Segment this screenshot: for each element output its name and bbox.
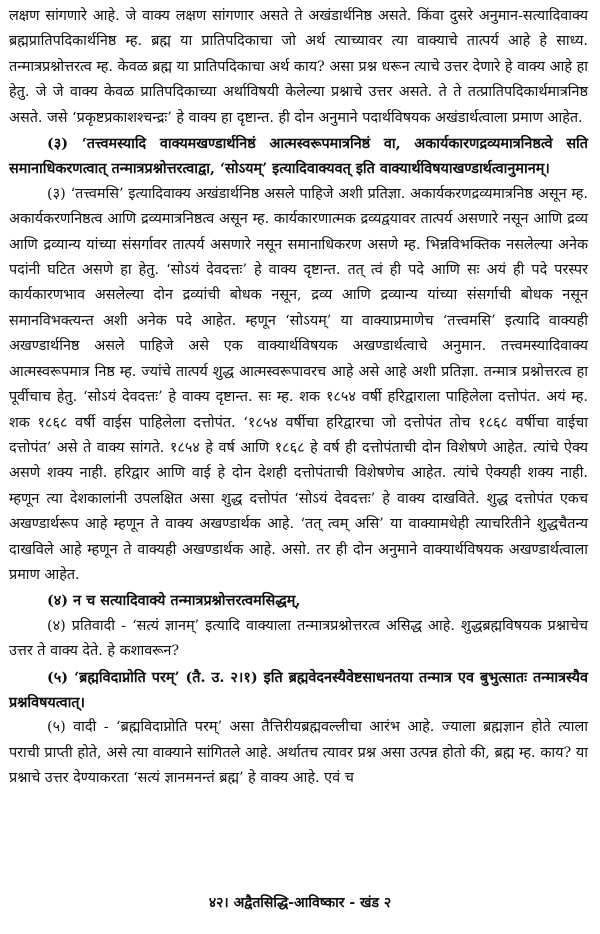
sanskrit-verse-5: (५) ‘ब्रह्मविदाप्नोति परम्’ (तै. उ. २।१) इति ब्रह्मवेदनस्यैवेष्टसाधनतया तन्मात्र एव बुभुत्सातः तन्मात्रस्यैव प्रश्नविषयत्वात्। xyxy=(9,668,588,711)
commentary-5: (५) वादी - ‘ब्रह्मविदाप्नोति परम्’ असा तैत्तिरीयब्रह्मवल्लीचा आरंभ आहे. ज्याला ब्रह्मज्ञान होते त्याला पराची प्राप्ती होते, असे त्या वाक्याने सांगितले आहे. अर्थातच त्यावर प्रश्न असा उत्पन्न होतो की, ब्रह्म म्ह. काय? या प्रश्नाचे उत्तर देण्याकरता ‘सत्यं ज्ञानमनन्तं ब्रह्म’ हे वाक्य आहे. एवं च xyxy=(9,719,588,787)
sanskrit-verse-4: (४) न च सत्यादिवाक्ये तन्मात्रप्रश्नोत्तरत्वमसिद्धम्, xyxy=(47,592,301,610)
commentary-4: (४) प्रतिवादी - ‘सत्यं ज्ञानम्’ इत्यादि वाक्याला तन्मात्रप्रश्नोत्तरत्व असिद्ध आहे. शुद्धब्रह्मविषयक प्रश्नाचेच उत्तर ते वाक्य देते. हे कशावरून? xyxy=(9,617,588,660)
paragraph-continuation: लक्षण सांगणारे आहे. जे वाक्य लक्षण सांगणार असते ते अखंडार्थनिष्ठ असते. किंवा दुसरे अनुमान-सत्यादिवाक्य ब्रह्मप्रातिपदिकार्थनिष्ठ म्ह. ब्रह्म या प्रातिपदिकाचा जो अर्थ त्याच्यावर त्या वाक्याचे तात्पर्य आहे हे साध्य. तन्मात्रप्रश्नोत्तरत्व म्ह. केवळ ब्रह्म या प्रातिपदिकाचा अर्थ काय? असा प्रश्न धरून त्याचे उत्तर देणारे हे वाक्य आहे हा हेतु. जे जे वाक्य केवळ प्रातिपदिकाच्या अर्थाविषयी केलेल्या प्रश्नाचे उत्तर असते. ते ते तत्प्रातिपदिकार्थमात्रनिष्ठ असते. जसे ‘प्रकृष्टप्रकाशश्चन्द्रः’ हे वाक्य हा दृष्टान्त. ही दोन अनुमाने पदार्थविषयक अखंडार्थत्वाला प्रमाण आहेत. xyxy=(9,8,588,126)
page-footer: ४२। अद्वैतसिद्धि-आविष्कार - खंड २ xyxy=(208,895,392,911)
sanskrit-verse-3: (३) ‘तत्त्वमस्यादि वाक्यमखण्डार्थनिष्ठं आत्मस्वरूपमात्रनिष्ठं वा, अकार्यकारणद्रव्यमात्रनिष्ठत्वे सति समानाधिकरणत्वात् तन्मात्रप्रश्नोत्तरत्वाद्वा, ‘सोऽयम्’ इत्यादिवाक्यवत् इति वाक्यार्थविषयाखण्डार्थत्वानुमानम्। xyxy=(9,135,588,178)
commentary-3: (३) ‘तत्त्वमसि’ इत्यादिवाक्य अखंडार्थनिष्ठ असले पाहिजे अशी प्रतिज्ञा. अकार्यकरणद्रव्यमात्रनिष्ठ असून म्ह. अकार्यकरणनिष्ठत्व आणि द्रव्यमात्रनिष्ठत्व असून म्ह. कार्यकारणात्मक द्रव्यद्वयावर तात्पर्य असणारे नसून आणि द्रव्य आणि द्रव्यान्य यांच्या संसर्गावर तात्पर्य असणारे नसून समानाधिकरण असणे म्ह. भिन्नविभक्तिक नसलेल्या अनेक पदांनी घटित असणे हा हेतु. ‘सोऽयं देवदत्तः’ हे वाक्य दृष्टान्त. तत् त्वं ही पदे आणि सः अयं ही पदे परस्पर कार्यकारणभाव असलेल्या दोन द्रव्यांची बोधक नसून, द्रव्य आणि द्रव्यान्य यांच्या संसर्गाची बोधक नसून समानविभक्त्यन्त अशी अनेक पदे आहेत. म्हणून ‘सोऽयम्’ या वाक्याप्रमाणेच ‘तत्त्वमसि’ इत्यादि वाक्यही अखण्डार्थनिष्ठ असले पाहिजे असे एक वाक्यार्थविषयक अखण्डार्थत्वाचे अनुमान. तत्त्वमस्यादिवाक्य आत्मस्वरूपमात्र निष्ठ म्ह. ज्यांचे तात्पर्य शुद्ध आत्मस्वरूपावरच आहे असे आहे अशी प्रतिज्ञा. तन्मात्र प्रश्नोत्तरत्व हा पूर्वीचाच हेतु. ‘सोऽयं देवदत्तः’ हे वाक्य दृष्टान्त. सः म्ह. शक १८५४ वर्षी हरिद्वाराला पाहिलेला दत्तोपंत. अयं म्ह. शक १८६८ वर्षी वाईस पाहिलेला दत्तोपंत. ‘१८५४ वर्षीचा हरिद्वारचा जो दत्तोपंत तोच १८६८ वर्षीचा वाईचा दत्तोपंत’ असे ते वाक्य सांगते. १८५४ हे वर्ष आणि १८६८ हे वर्ष ही दत्तोपंताची दोन विशेषणे आहेत. त्यांचे ऐक्य असणे शक्य नाही. हरिद्वार आणि वाई हे दोन देशही दत्तोपंताची विशेषणेच आहेत. त्यांचे ऐक्यही शक्य नाही. म्हणून त्या देशकालांनी उपलक्षित असा शुद्ध दत्तोपंत ‘सोऽयं देवदत्तः’ हे वाक्य दाखविते. शुद्ध दत्तोपंत एकच अखण्डार्थरूप आहे म्हणून ते वाक्य अखण्डार्थक आहे. ‘तत् त्वम् असि’ या वाक्यामधेही त्याचरितीने शुद्धचैतन्य दाखविले आहे म्हणून ते वाक्यही अखण्डार्थक आहे. असो. तर ही दोन अनुमाने वाक्यार्थविषयक अखण्डार्थत्वाला प्रमाण आहेत. xyxy=(9,185,588,583)
body-text xyxy=(9,4,588,792)
